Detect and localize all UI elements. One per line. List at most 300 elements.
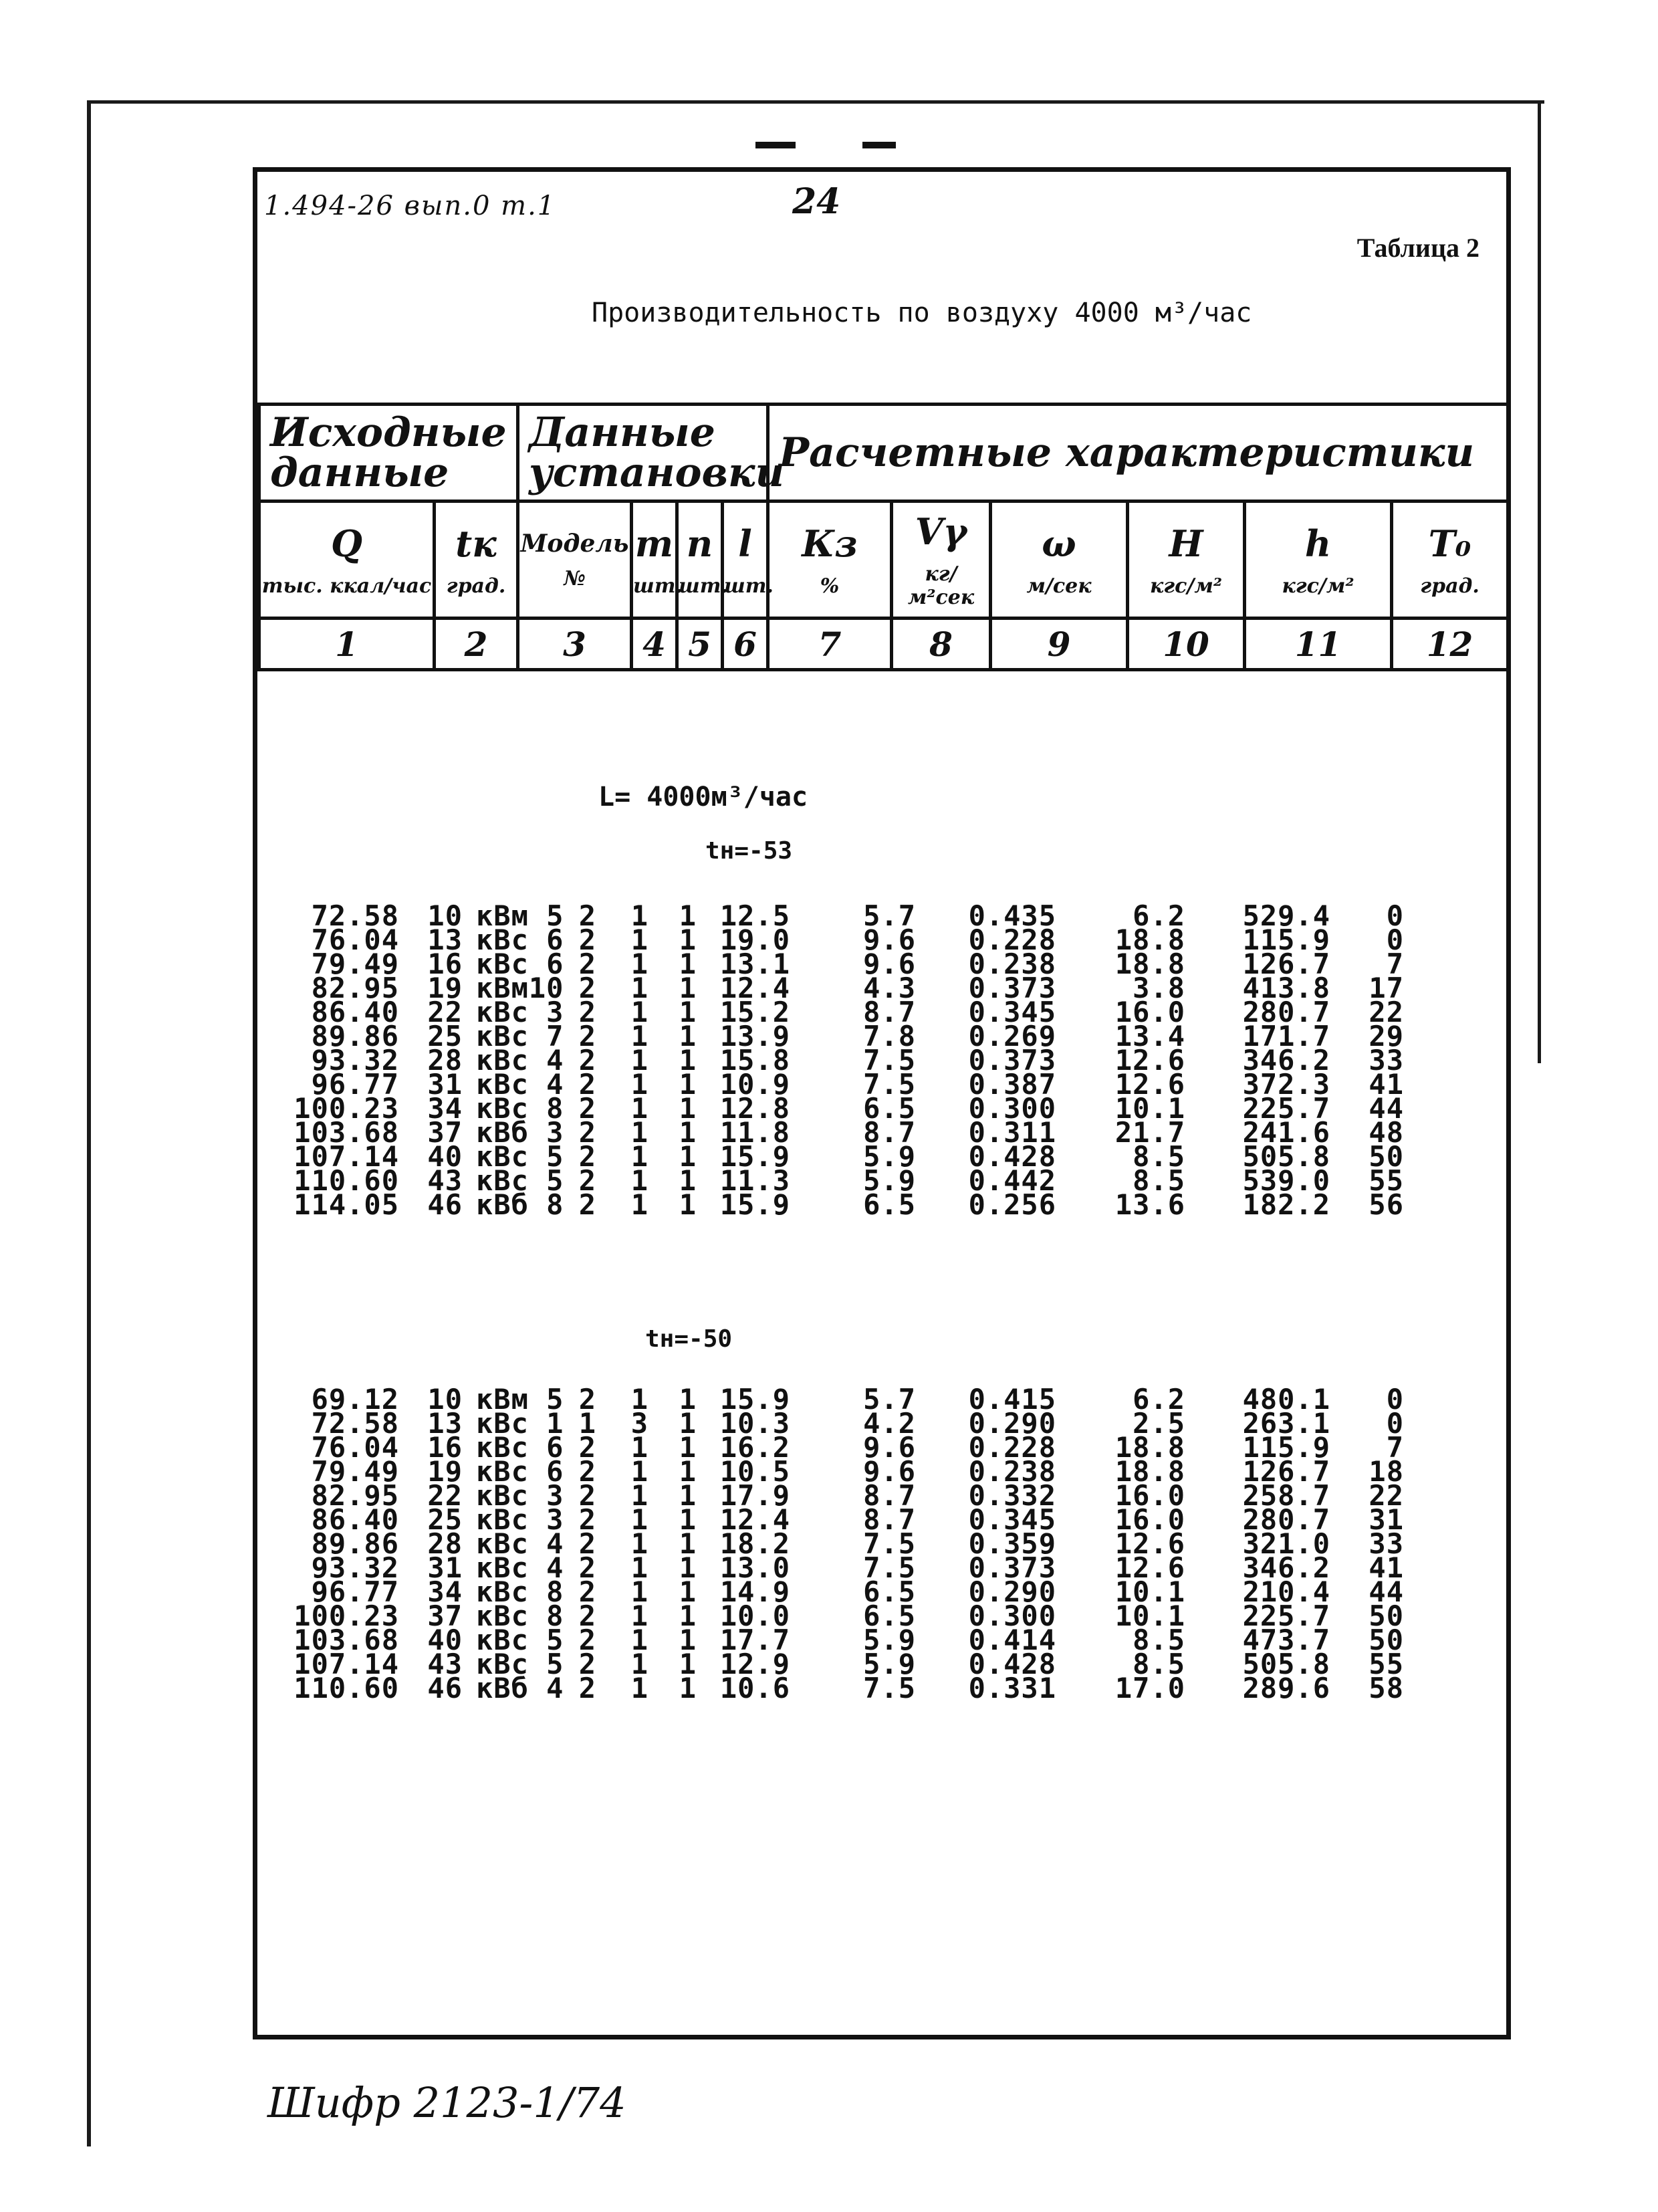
- table-cell: 17.0: [1114, 1672, 1185, 1704]
- table-cell: 1: [630, 1624, 648, 1656]
- table-cell: 56: [1369, 1188, 1404, 1221]
- col-number: 4: [632, 619, 677, 670]
- table-cell: 0.345: [968, 996, 1056, 1028]
- table-cell: 19: [427, 972, 463, 1004]
- table-cell: 413.8: [1242, 972, 1330, 1004]
- table-cell: 22: [1369, 1479, 1404, 1512]
- table-cell: кВб 4: [476, 1672, 564, 1704]
- top-dash-mark: [755, 142, 796, 148]
- table-cell: кВм10: [476, 972, 564, 1004]
- table-cell: 79.49: [311, 948, 399, 980]
- table-cell: 1: [679, 1116, 697, 1149]
- table-cell: 0.256: [968, 1188, 1056, 1221]
- table-cell: 50: [1369, 1140, 1404, 1173]
- table-cell: 289.6: [1242, 1672, 1330, 1704]
- outer-frame-left: [87, 100, 91, 2146]
- table-cell: 2: [578, 1503, 596, 1536]
- table-cell: 9.6: [863, 923, 916, 956]
- table-cell: кВс 4: [476, 1068, 564, 1101]
- table-cell: 346.2: [1242, 1044, 1330, 1077]
- table-cell: 4.2: [863, 1407, 916, 1440]
- table-cell: 31: [1369, 1503, 1404, 1536]
- table-cell: 2: [578, 1164, 596, 1197]
- table-cell: 1: [630, 1503, 648, 1536]
- table-cell: 115.9: [1242, 1431, 1330, 1464]
- table-cell: 0.373: [968, 972, 1056, 1004]
- table-cell: 1: [630, 1116, 648, 1149]
- table-row: [257, 1188, 1506, 1221]
- table-cell: 2: [578, 1383, 596, 1416]
- table-cell: 55: [1369, 1164, 1404, 1197]
- table-cell: 9.6: [863, 1431, 916, 1464]
- table-cell: 0.311: [968, 1116, 1056, 1149]
- table-cell: 2: [578, 1479, 596, 1512]
- table-cell: 58: [1369, 1672, 1404, 1704]
- table-cell: 19.0: [719, 923, 790, 956]
- table-cell: 19: [427, 1455, 463, 1488]
- table-cell: 50: [1369, 1624, 1404, 1656]
- table-cell: кВм 5: [476, 1383, 564, 1416]
- table-cell: 6.5: [863, 1575, 916, 1608]
- table-cell: кВс 6: [476, 948, 564, 980]
- table-cell: 280.7: [1242, 1503, 1330, 1536]
- col-header-3: Модель №: [518, 502, 632, 619]
- table-cell: 18.8: [1114, 1455, 1185, 1488]
- table-cell: 346.2: [1242, 1551, 1330, 1584]
- table-cell: 114.05: [293, 1188, 399, 1221]
- table-cell: 89.86: [311, 1020, 399, 1053]
- table-cell: 0: [1386, 1383, 1404, 1416]
- table-cell: 110.60: [293, 1164, 399, 1197]
- table-cell: 0.387: [968, 1068, 1056, 1101]
- table-cell: 41: [1369, 1068, 1404, 1101]
- table-cell: 372.3: [1242, 1068, 1330, 1101]
- table-cell: кВс 6: [476, 1455, 564, 1488]
- table-cell: 10: [427, 899, 463, 932]
- table-cell: 1: [630, 1455, 648, 1488]
- table-cell: 1: [679, 923, 697, 956]
- table-cell: кВс 1: [476, 1407, 564, 1440]
- col-number: 6: [723, 619, 768, 670]
- table-cell: 37: [427, 1116, 463, 1149]
- table-cell: 1: [630, 1140, 648, 1173]
- table-cell: 126.7: [1242, 1455, 1330, 1488]
- table-cell: 115.9: [1242, 923, 1330, 956]
- table-cell: 22: [427, 996, 463, 1028]
- table-cell: 44: [1369, 1092, 1404, 1125]
- table-cell: кВс 3: [476, 1479, 564, 1512]
- col-number: 8: [892, 619, 991, 670]
- table-cell: 171.7: [1242, 1020, 1330, 1053]
- table-cell: 18.8: [1114, 923, 1185, 956]
- table-cell: 3: [630, 1407, 648, 1440]
- table-cell: 4.3: [863, 972, 916, 1004]
- table-sheet: [253, 167, 1511, 2039]
- table-cell: 43: [427, 1164, 463, 1197]
- table-cell: 1: [630, 1020, 648, 1053]
- table-cell: 2: [578, 1188, 596, 1221]
- table-cell: 1: [630, 923, 648, 956]
- table-cell: 11.3: [719, 1164, 790, 1197]
- table-cell: 100.23: [293, 1092, 399, 1125]
- table-cell: 100.23: [293, 1599, 399, 1632]
- table-cell: 7: [1386, 948, 1404, 980]
- table-cell: 41: [1369, 1551, 1404, 1584]
- table-cell: 6.5: [863, 1188, 916, 1221]
- table-cell: 1: [630, 972, 648, 1004]
- col-header-6: l шт.: [723, 502, 768, 619]
- table-cell: 13.1: [719, 948, 790, 980]
- table-cell: 34: [427, 1575, 463, 1608]
- table-cell: 18.8: [1114, 948, 1185, 980]
- group-header-source: Исходные данные: [259, 405, 518, 502]
- table-cell: 1: [679, 1455, 697, 1488]
- table-cell: 15.8: [719, 1044, 790, 1077]
- table-cell: 0.332: [968, 1479, 1056, 1512]
- table-cell: 10.3: [719, 1407, 790, 1440]
- table-cell: 1: [679, 1599, 697, 1632]
- section-label-53: tн=-53: [705, 837, 793, 865]
- col-header-12: Т₀ град.: [1392, 502, 1508, 619]
- table-cell: 1: [578, 1407, 596, 1440]
- table-cell: 15.9: [719, 1188, 790, 1221]
- table-cell: кВс 4: [476, 1527, 564, 1560]
- table-cell: 5.9: [863, 1648, 916, 1680]
- table-cell: 29: [1369, 1020, 1404, 1053]
- table-cell: 28: [427, 1044, 463, 1077]
- table-cell: 107.14: [293, 1140, 399, 1173]
- table-cell: 12.5: [719, 899, 790, 932]
- table-cell: 1: [679, 1575, 697, 1608]
- table-cell: 17: [1369, 972, 1404, 1004]
- col-number: 9: [991, 619, 1128, 670]
- table-cell: 1: [630, 1672, 648, 1704]
- table-cell: 0.415: [968, 1383, 1056, 1416]
- table-cell: 8.5: [1133, 1624, 1185, 1656]
- table-cell: кВс 8: [476, 1599, 564, 1632]
- table-label: Таблица 2: [1356, 233, 1479, 263]
- table-cell: 2: [578, 1020, 596, 1053]
- table-cell: 480.1: [1242, 1383, 1330, 1416]
- table-cell: 12.9: [719, 1648, 790, 1680]
- table-cell: 0.373: [968, 1551, 1056, 1584]
- table-cell: 258.7: [1242, 1479, 1330, 1512]
- col-header-4: m шт.: [632, 502, 677, 619]
- table-cell: 7.8: [863, 1020, 916, 1053]
- col-number: 2: [435, 619, 518, 670]
- table-cell: 1: [679, 1020, 697, 1053]
- table-cell: 107.14: [293, 1648, 399, 1680]
- table-cell: 1: [630, 1068, 648, 1101]
- table-cell: 1: [679, 1068, 697, 1101]
- table-cell: 34: [427, 1092, 463, 1125]
- col-header-9: ω м/сек: [991, 502, 1128, 619]
- table-cell: 2: [578, 1527, 596, 1560]
- table-cell: 210.4: [1242, 1575, 1330, 1608]
- col-header-1: Q тыс. ккал/час: [259, 502, 435, 619]
- outer-frame-top: [87, 100, 1544, 104]
- table-cell: 76.04: [311, 923, 399, 956]
- table-cell: 2: [578, 1672, 596, 1704]
- table-cell: кВс 6: [476, 923, 564, 956]
- table-cell: 1: [630, 1092, 648, 1125]
- table-cell: 103.68: [293, 1624, 399, 1656]
- table-cell: 1: [630, 1527, 648, 1560]
- table-cell: 473.7: [1242, 1624, 1330, 1656]
- table-cell: 13.6: [1114, 1188, 1185, 1221]
- table-cell: кВс 5: [476, 1624, 564, 1656]
- table-cell: 0.359: [968, 1527, 1056, 1560]
- col-number: 1: [259, 619, 435, 670]
- top-dash-mark: [862, 142, 896, 148]
- table-cell: 93.32: [311, 1044, 399, 1077]
- table-cell: 8.5: [1133, 1164, 1185, 1197]
- table-cell: кВб 3: [476, 1116, 564, 1149]
- table-cell: 76.04: [311, 1431, 399, 1464]
- table-cell: 8.7: [863, 996, 916, 1028]
- table-cell: 14.9: [719, 1575, 790, 1608]
- table-cell: 0.428: [968, 1140, 1056, 1173]
- table-cell: 31: [427, 1551, 463, 1584]
- table-cell: 18: [1369, 1455, 1404, 1488]
- table-cell: 6.2: [1133, 1383, 1185, 1416]
- table-cell: 0: [1386, 899, 1404, 932]
- table-cell: 1: [679, 1624, 697, 1656]
- table-cell: 55: [1369, 1648, 1404, 1680]
- table-cell: 15.9: [719, 1140, 790, 1173]
- table-cell: 0.414: [968, 1624, 1056, 1656]
- table-cell: 5.7: [863, 899, 916, 932]
- table-cell: 10.1: [1114, 1599, 1185, 1632]
- table-cell: 0.238: [968, 1455, 1056, 1488]
- col-header-11: h кгс/м²: [1245, 502, 1392, 619]
- table-cell: 1: [679, 1503, 697, 1536]
- table-cell: 1: [679, 1164, 697, 1197]
- page-number: 24: [792, 181, 841, 222]
- table-cell: 1: [630, 1044, 648, 1077]
- table-cell: 2: [578, 923, 596, 956]
- table-cell: 1: [630, 1479, 648, 1512]
- table-cell: 22: [427, 1479, 463, 1512]
- table-cell: 7.5: [863, 1551, 916, 1584]
- table-row: [257, 1672, 1506, 1704]
- table-cell: 10.6: [719, 1672, 790, 1704]
- table-cell: 10: [427, 1383, 463, 1416]
- table-cell: 33: [1369, 1527, 1404, 1560]
- table-cell: 8.5: [1133, 1140, 1185, 1173]
- table-cell: 96.77: [311, 1068, 399, 1101]
- table-cell: 1: [679, 1431, 697, 1464]
- table-cell: 1: [679, 899, 697, 932]
- table-cell: 1: [630, 1575, 648, 1608]
- table-cell: 18.2: [719, 1527, 790, 1560]
- table-cell: 12.6: [1114, 1044, 1185, 1077]
- table-cell: 16.0: [1114, 996, 1185, 1028]
- table-cell: 16.0: [1114, 1479, 1185, 1512]
- table-cell: кВс 5: [476, 1164, 564, 1197]
- table-cell: кВб 8: [476, 1188, 564, 1221]
- table-cell: 1: [630, 948, 648, 980]
- table-cell: 0: [1386, 1407, 1404, 1440]
- table-cell: 2: [578, 1624, 596, 1656]
- table-cell: 12.4: [719, 1503, 790, 1536]
- table-cell: 0.435: [968, 899, 1056, 932]
- table-cell: 2: [578, 1599, 596, 1632]
- table-cell: 1: [679, 1407, 697, 1440]
- table-cell: 46: [427, 1188, 463, 1221]
- table-cell: 0.269: [968, 1020, 1056, 1053]
- footer-cipher: Шифр 2123-1/74: [267, 2078, 626, 2127]
- table-cell: 0.345: [968, 1503, 1056, 1536]
- table-cell: 2: [578, 948, 596, 980]
- section-rows-50: [257, 1383, 1506, 1704]
- table-cell: 263.1: [1242, 1407, 1330, 1440]
- table-cell: 10.9: [719, 1068, 790, 1101]
- table-cell: кВс 8: [476, 1092, 564, 1125]
- table-cell: 1: [630, 1383, 648, 1416]
- table-cell: 15.2: [719, 996, 790, 1028]
- table-cell: 0.300: [968, 1092, 1056, 1125]
- table-cell: 241.6: [1242, 1116, 1330, 1149]
- table-header: [257, 403, 1510, 671]
- table-cell: 43: [427, 1648, 463, 1680]
- table-cell: 280.7: [1242, 996, 1330, 1028]
- table-cell: 1: [679, 1092, 697, 1125]
- col-number: 5: [677, 619, 723, 670]
- group-header-calc: Расчетные характеристики: [768, 405, 1508, 502]
- table-cell: 8.7: [863, 1479, 916, 1512]
- table-cell: 103.68: [293, 1116, 399, 1149]
- table-cell: кВс 5: [476, 1648, 564, 1680]
- col-number: 10: [1128, 619, 1245, 670]
- table-cell: 1: [679, 1551, 697, 1584]
- table-cell: 72.58: [311, 1407, 399, 1440]
- table-cell: 16.2: [719, 1431, 790, 1464]
- table-cell: 72.58: [311, 899, 399, 932]
- table-cell: 13: [427, 1407, 463, 1440]
- table-cell: 15.9: [719, 1383, 790, 1416]
- table-cell: 1: [679, 1527, 697, 1560]
- table-cell: 16.0: [1114, 1503, 1185, 1536]
- section-rows-53: [257, 899, 1506, 1221]
- table-cell: 7.5: [863, 1672, 916, 1704]
- document-code: 1.494-26 вып.0 т.1: [264, 191, 556, 221]
- table-cell: 0.228: [968, 923, 1056, 956]
- table-cell: 6.2: [1133, 899, 1185, 932]
- table-cell: 505.8: [1242, 1648, 1330, 1680]
- table-cell: 10.0: [719, 1599, 790, 1632]
- table-cell: 1: [679, 972, 697, 1004]
- table-cell: 1: [679, 996, 697, 1028]
- table-cell: 1: [679, 1188, 697, 1221]
- table-cell: 1: [679, 948, 697, 980]
- table-cell: 2.5: [1133, 1407, 1185, 1440]
- table-cell: 225.7: [1242, 1599, 1330, 1632]
- table-cell: кВс 3: [476, 996, 564, 1028]
- table-cell: 1: [630, 1188, 648, 1221]
- table-cell: 8.7: [863, 1503, 916, 1536]
- table-cell: 2: [578, 1092, 596, 1125]
- table-cell: 0: [1386, 923, 1404, 956]
- table-cell: 86.40: [311, 996, 399, 1028]
- table-cell: 1: [630, 899, 648, 932]
- table-cell: 2: [578, 1140, 596, 1173]
- table-cell: 48: [1369, 1116, 1404, 1149]
- table-cell: 0.290: [968, 1407, 1056, 1440]
- table-cell: 0.238: [968, 948, 1056, 980]
- table-cell: 1: [630, 996, 648, 1028]
- col-header-5: n шт.: [677, 502, 723, 619]
- table-cell: 3.8: [1133, 972, 1185, 1004]
- table-cell: 7.5: [863, 1068, 916, 1101]
- table-cell: 11.8: [719, 1116, 790, 1149]
- table-cell: 2: [578, 1455, 596, 1488]
- table-cell: 0.373: [968, 1044, 1056, 1077]
- table-cell: 2: [578, 1648, 596, 1680]
- table-cell: 182.2: [1242, 1188, 1330, 1221]
- table-cell: 13.4: [1114, 1020, 1185, 1053]
- table-cell: 69.12: [311, 1383, 399, 1416]
- col-number: 12: [1392, 619, 1508, 670]
- table-cell: 93.32: [311, 1551, 399, 1584]
- table-cell: 1: [630, 1164, 648, 1197]
- table-cell: 12.6: [1114, 1551, 1185, 1584]
- table-cell: 18.8: [1114, 1431, 1185, 1464]
- table-cell: 7.5: [863, 1044, 916, 1077]
- table-cell: кВс 8: [476, 1575, 564, 1608]
- table-cell: 82.95: [311, 1479, 399, 1512]
- table-cell: 86.40: [311, 1503, 399, 1536]
- table-cell: 13: [427, 923, 463, 956]
- col-header-2: tк град.: [435, 502, 518, 619]
- table-cell: 0.442: [968, 1164, 1056, 1197]
- table-cell: 12.6: [1114, 1527, 1185, 1560]
- table-cell: кВс 4: [476, 1044, 564, 1077]
- table-cell: кВс 5: [476, 1140, 564, 1173]
- table-cell: 13.9: [719, 1020, 790, 1053]
- table-cell: 5.9: [863, 1140, 916, 1173]
- table-cell: 1: [630, 1648, 648, 1680]
- table-cell: 1: [630, 1599, 648, 1632]
- table-cell: 10.5: [719, 1455, 790, 1488]
- table-cell: 5.7: [863, 1383, 916, 1416]
- table-cell: 1: [679, 1140, 697, 1173]
- table-cell: 79.49: [311, 1455, 399, 1488]
- table-cell: 28: [427, 1527, 463, 1560]
- table-cell: 10.1: [1114, 1092, 1185, 1125]
- table-cell: 225.7: [1242, 1092, 1330, 1125]
- table-cell: 89.86: [311, 1527, 399, 1560]
- table-cell: 505.8: [1242, 1140, 1330, 1173]
- table-cell: 2: [578, 1116, 596, 1149]
- table-cell: 1: [679, 1479, 697, 1512]
- table-cell: 8.7: [863, 1116, 916, 1149]
- table-cell: 0.428: [968, 1648, 1056, 1680]
- table-cell: 1: [630, 1431, 648, 1464]
- table-cell: 6.5: [863, 1092, 916, 1125]
- table-cell: 96.77: [311, 1575, 399, 1608]
- table-title: Производительность по воздуху 4000 м³/час: [592, 298, 1252, 328]
- table-cell: 2: [578, 1068, 596, 1101]
- table-cell: 8.5: [1133, 1648, 1185, 1680]
- table-cell: 16: [427, 948, 463, 980]
- table-cell: 16: [427, 1431, 463, 1464]
- table-cell: 1: [630, 1551, 648, 1584]
- table-cell: 25: [427, 1020, 463, 1053]
- table-cell: 2: [578, 972, 596, 1004]
- col-number: 7: [768, 619, 892, 670]
- table-cell: 1: [679, 1648, 697, 1680]
